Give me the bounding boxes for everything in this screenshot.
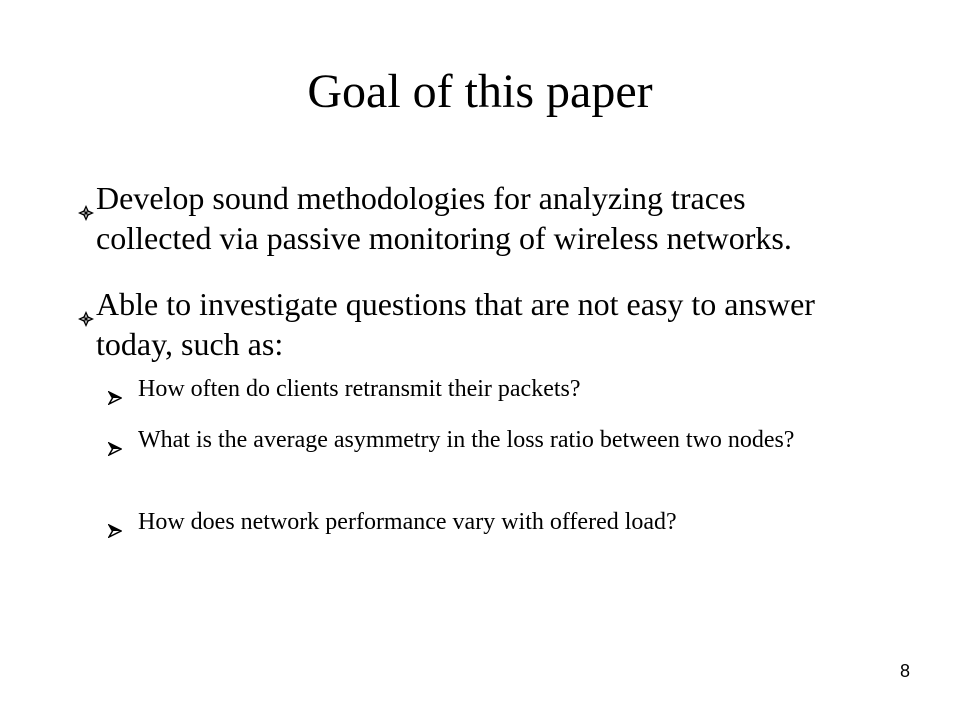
sub-bullet-text: What is the average asymmetry in the loss ratio between two nodes? [138,427,795,453]
sub-bullet-item [108,374,878,404]
sub-bullet-text: How does network performance vary with offered load? [138,509,677,535]
diamond-bullet-icon [78,296,94,312]
bullet-item [78,178,856,258]
sub-bullet-item [108,507,878,537]
bullet-text: Able to investigate questions that are not easy to answer today, such as: [96,286,815,362]
sub-bullet-text: How often do clients retransmit their packets? [138,376,581,402]
sub-bullet-item [108,425,878,455]
arrowhead-bullet-icon [108,383,122,397]
arrowhead-bullet-icon [108,434,122,448]
bullet-text: Develop sound methodologies for analyzing traces collected via passive monitoring of wireless networks. [96,180,792,256]
page-number: 8 [899,661,910,681]
diamond-bullet-icon [78,190,94,206]
bullet-item [78,284,856,364]
slide-title: Goal of this paper [307,65,653,118]
arrowhead-bullet-icon [108,516,122,530]
